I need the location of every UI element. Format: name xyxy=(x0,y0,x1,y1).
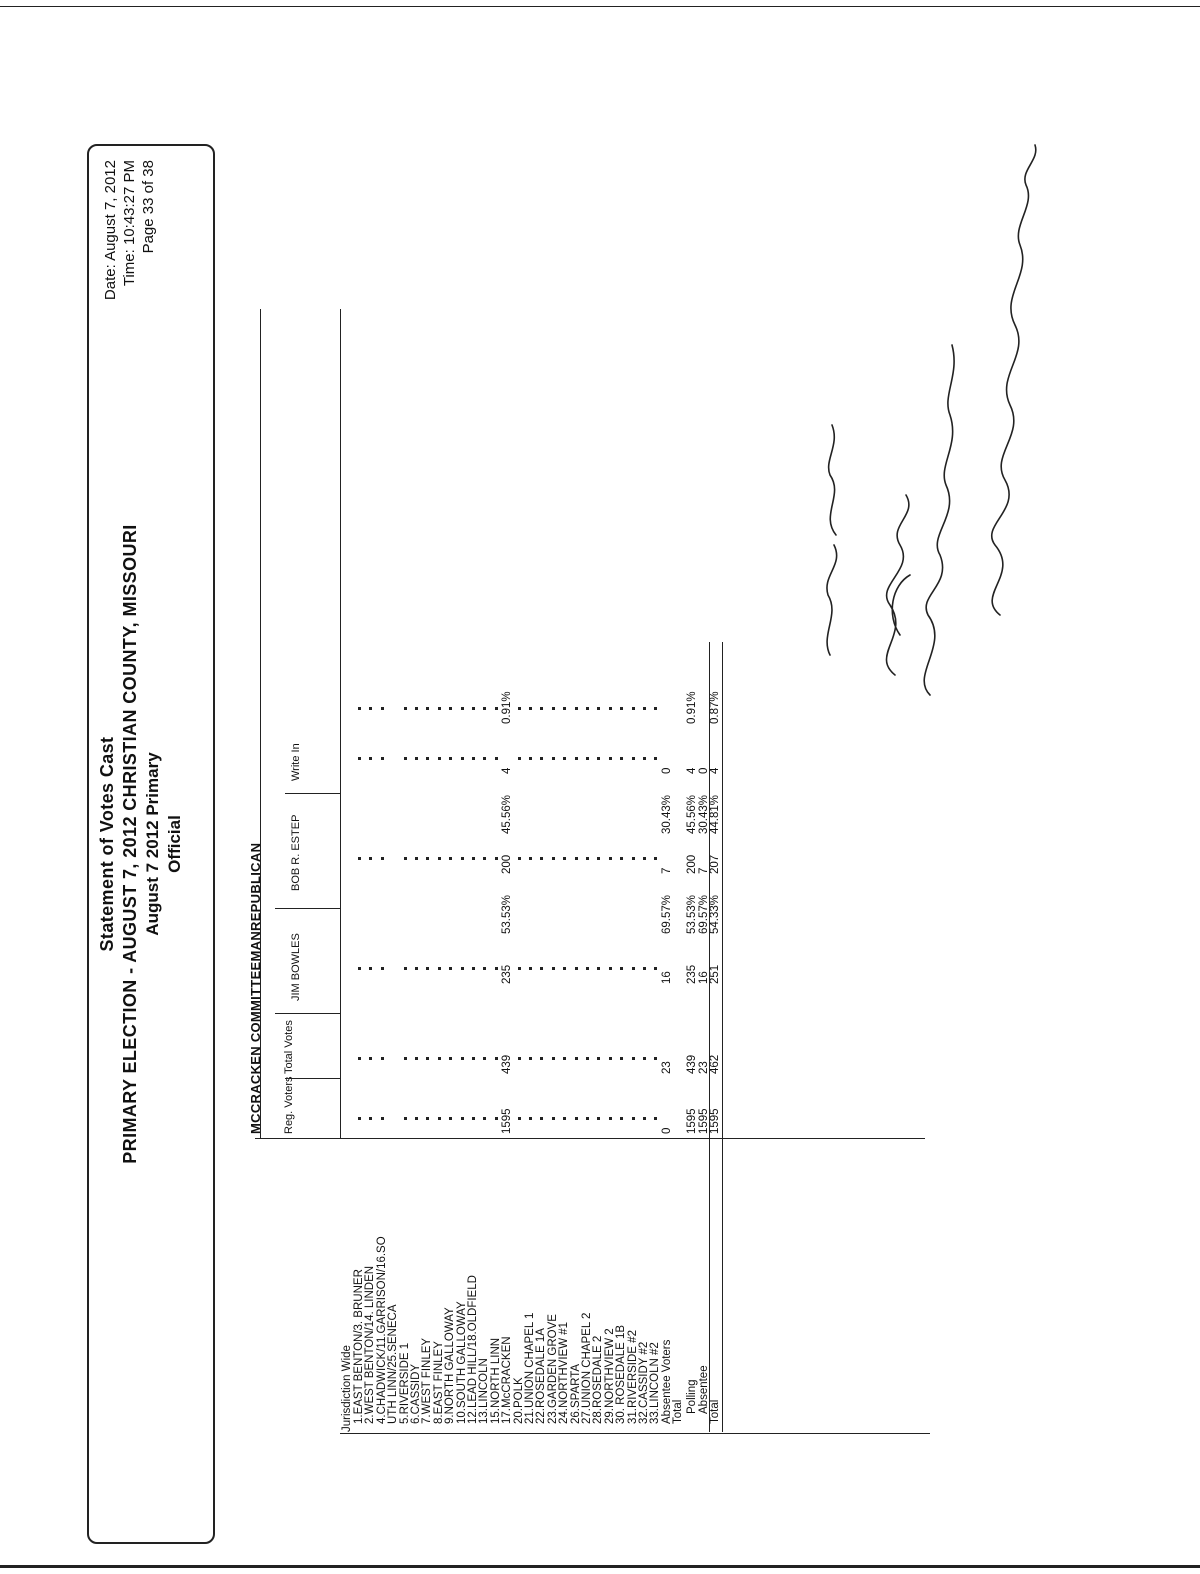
empty-cell-dot xyxy=(381,857,384,860)
precinct-name: 20.POLK xyxy=(512,1377,525,1424)
empty-cell-dot xyxy=(449,757,452,760)
header-bottom-rule xyxy=(340,309,341,1139)
empty-cell-dot xyxy=(552,1117,555,1120)
empty-cell-dot xyxy=(369,1117,372,1120)
empty-cell-dot xyxy=(597,967,600,970)
empty-cell-dot xyxy=(597,1117,600,1120)
total-cell-p3: 0.91% xyxy=(686,691,699,724)
total-cell-v3: 4 xyxy=(709,767,721,774)
empty-cell-dot xyxy=(586,857,589,860)
empty-cell-dot xyxy=(415,857,418,860)
empty-cell-dot xyxy=(529,857,532,860)
empty-cell-dot xyxy=(426,1117,429,1120)
precinct-name: 15.NORTH LINN xyxy=(489,1337,502,1424)
empty-cell-dot xyxy=(552,857,555,860)
empty-cell-dot xyxy=(654,1117,657,1120)
empty-cell-dot xyxy=(369,857,372,860)
precinct-name: 27.UNION CHAPEL 2 xyxy=(581,1312,593,1424)
total-cell-v1: 16 xyxy=(697,971,710,984)
precinct-name: 32.CASSIDY #2 xyxy=(638,1341,650,1424)
empty-cell-dot xyxy=(518,757,521,760)
total-cell-v3: 0 xyxy=(697,767,710,774)
empty-cell-dot xyxy=(632,1057,635,1060)
total-cell-p1: 54.33% xyxy=(709,894,721,934)
signature-2 xyxy=(886,495,910,675)
empty-cell-dot xyxy=(586,967,589,970)
empty-cell-dot xyxy=(438,1057,441,1060)
table-bottom-rule xyxy=(722,642,723,1432)
empty-cell-dot xyxy=(404,757,407,760)
empty-cell-dot xyxy=(586,757,589,760)
empty-cell-dot xyxy=(438,857,441,860)
total-cell-total: 23 xyxy=(697,1061,710,1074)
empty-cell-dot xyxy=(472,1057,475,1060)
empty-cell-dot xyxy=(518,857,521,860)
cell-reg: 0 xyxy=(660,1127,673,1134)
empty-cell-dot xyxy=(426,707,429,710)
cell-p1: 69.57% xyxy=(660,894,673,934)
precinct-name: Absentee Voters xyxy=(660,1339,673,1424)
empty-cell-dot xyxy=(495,857,498,860)
empty-cell-dot xyxy=(563,1057,566,1060)
report-time: Time: 10:43:27 PM xyxy=(121,160,138,287)
empty-cell-dot xyxy=(643,1117,646,1120)
empty-cell-dot xyxy=(540,1117,543,1120)
empty-cell-dot xyxy=(449,1117,452,1120)
empty-cell-dot xyxy=(540,757,543,760)
empty-cell-dot xyxy=(552,707,555,710)
total-cell-v1: 251 xyxy=(709,964,721,984)
empty-cell-dot xyxy=(369,1057,372,1060)
total-cell-reg: 1595 xyxy=(686,1108,699,1134)
precinct-name: 33.LINCOLN #2 xyxy=(649,1342,662,1424)
total-cell-p1: 53.53% xyxy=(686,894,699,934)
empty-cell-dot xyxy=(449,857,452,860)
empty-cell-dot xyxy=(563,967,566,970)
report-meta xyxy=(101,160,158,300)
total-row-name: Total xyxy=(709,1399,721,1424)
precinct-name: 5.RIVERSIDE 1 xyxy=(398,1342,411,1424)
empty-cell-dot xyxy=(575,857,578,860)
empty-cell-dot xyxy=(632,707,635,710)
empty-cell-dot xyxy=(472,967,475,970)
empty-cell-dot xyxy=(620,1057,623,1060)
empty-cell-dot xyxy=(632,1117,635,1120)
cell-v3: 4 xyxy=(501,767,514,774)
empty-cell-dot xyxy=(415,1117,418,1120)
empty-cell-dot xyxy=(495,1057,498,1060)
empty-cell-dot xyxy=(575,967,578,970)
empty-cell-dot xyxy=(552,1057,555,1060)
col-candidate-3: Write In xyxy=(290,743,302,781)
total-cell-p1: 69.57% xyxy=(697,894,710,934)
empty-cell-dot xyxy=(404,967,407,970)
empty-cell-dot xyxy=(472,1117,475,1120)
col-candidate-1: JIM BOWLES xyxy=(290,933,302,1001)
empty-cell-dot xyxy=(540,857,543,860)
signature-4 xyxy=(992,145,1036,615)
empty-cell-dot xyxy=(529,707,532,710)
empty-cell-dot xyxy=(563,757,566,760)
signature-1 xyxy=(827,425,837,655)
empty-cell-dot xyxy=(404,707,407,710)
precinct-name: 9.NORTH GALLOWAY xyxy=(444,1307,457,1424)
empty-cell-dot xyxy=(358,707,361,710)
empty-cell-dot xyxy=(483,1117,486,1120)
total-row-name: Polling xyxy=(686,1379,699,1414)
empty-cell-dot xyxy=(426,757,429,760)
empty-cell-dot xyxy=(358,1057,361,1060)
empty-cell-dot xyxy=(404,857,407,860)
empty-cell-dot xyxy=(529,1117,532,1120)
empty-cell-dot xyxy=(620,757,623,760)
empty-cell-dot xyxy=(632,857,635,860)
empty-cell-dot xyxy=(609,757,612,760)
empty-cell-dot xyxy=(654,857,657,860)
empty-cell-dot xyxy=(620,707,623,710)
empty-cell-dot xyxy=(620,1117,623,1120)
empty-cell-dot xyxy=(609,967,612,970)
empty-cell-dot xyxy=(529,967,532,970)
cell-total: 439 xyxy=(501,1054,514,1074)
table-left-rule xyxy=(255,1138,925,1139)
empty-cell-dot xyxy=(369,707,372,710)
empty-cell-dot xyxy=(597,857,600,860)
empty-cell-dot xyxy=(654,757,657,760)
empty-cell-dot xyxy=(495,757,498,760)
empty-cell-dot xyxy=(415,707,418,710)
total-cell-v3: 4 xyxy=(686,767,699,774)
total-row-name: Absentee xyxy=(697,1365,710,1414)
empty-cell-dot xyxy=(381,757,384,760)
precinct-name: 29.NORTHVIEW 2 xyxy=(603,1328,616,1424)
empty-cell-dot xyxy=(449,967,452,970)
empty-cell-dot xyxy=(438,1117,441,1120)
empty-cell-dot xyxy=(540,707,543,710)
empty-cell-dot xyxy=(575,1117,578,1120)
empty-cell-dot xyxy=(552,757,555,760)
empty-cell-dot xyxy=(654,707,657,710)
empty-cell-dot xyxy=(643,857,646,860)
empty-cell-dot xyxy=(620,857,623,860)
cell-v1: 235 xyxy=(501,964,514,984)
empty-cell-dot xyxy=(586,1117,589,1120)
precinct-name: 7.WEST FINLEY xyxy=(421,1337,434,1424)
empty-cell-dot xyxy=(483,1057,486,1060)
precinct-name: 4.CHADWICK/11.GARRISON/16.SO xyxy=(375,1236,388,1424)
signature-area xyxy=(800,115,1200,715)
col-candidate-2: BOB R. ESTEP xyxy=(290,814,302,891)
empty-cell-dot xyxy=(518,1117,521,1120)
empty-cell-dot xyxy=(643,707,646,710)
contest-bottom-rule xyxy=(260,309,261,1139)
grand-total-rule xyxy=(709,642,710,1432)
col-sep-2 xyxy=(275,1013,340,1014)
empty-cell-dot xyxy=(483,857,486,860)
empty-cell-dot xyxy=(540,1057,543,1060)
precinct-name: 1.EAST BENTON/3. BRUNER xyxy=(353,1269,365,1424)
empty-cell-dot xyxy=(415,1057,418,1060)
empty-cell-dot xyxy=(643,757,646,760)
report-date: Date: August 7, 2012 xyxy=(102,160,119,301)
precinct-name: 23.GARDEN GROVE xyxy=(546,1314,559,1424)
precinct-name: 22.ROSEDALE 1A xyxy=(535,1328,548,1424)
col-sep-4 xyxy=(285,793,340,794)
empty-cell-dot xyxy=(518,707,521,710)
empty-cell-dot xyxy=(563,857,566,860)
contest-title: MCCRACKEN COMMITTEEMANREPUBLICAN xyxy=(248,842,263,1134)
empty-cell-dot xyxy=(586,1057,589,1060)
empty-cell-dot xyxy=(609,707,612,710)
cell-p2: 45.56% xyxy=(501,794,514,834)
empty-cell-dot xyxy=(461,1117,464,1120)
total-cell-total: 439 xyxy=(686,1054,699,1074)
col-total-votes: Total Votes xyxy=(283,1020,295,1074)
empty-cell-dot xyxy=(438,757,441,760)
empty-cell-dot xyxy=(597,757,600,760)
total-header: Total xyxy=(672,1399,685,1424)
total-cell-total: 462 xyxy=(709,1054,721,1074)
empty-cell-dot xyxy=(575,1057,578,1060)
empty-cell-dot xyxy=(461,967,464,970)
precinct-name: 28.ROSEDALE 2 xyxy=(592,1335,605,1424)
empty-cell-dot xyxy=(483,967,486,970)
cell-v2: 200 xyxy=(501,854,514,874)
total-cell-p2: 30.43% xyxy=(697,794,710,834)
empty-cell-dot xyxy=(449,1057,452,1060)
total-cell-reg: 1595 xyxy=(697,1108,710,1134)
empty-cell-dot xyxy=(415,967,418,970)
empty-cell-dot xyxy=(632,967,635,970)
empty-cell-dot xyxy=(472,757,475,760)
empty-cell-dot xyxy=(461,757,464,760)
precinct-name: 17.McCRACKEN xyxy=(501,1336,514,1424)
election-title: PRIMARY ELECTION - AUGUST 7, 2012 CHRISTIAN COUNTY, MISSOURI xyxy=(120,524,140,1164)
empty-cell-dot xyxy=(483,707,486,710)
cell-total: 23 xyxy=(660,1061,673,1074)
empty-cell-dot xyxy=(518,967,521,970)
precinct-name: 6.CASSIDY xyxy=(410,1363,422,1424)
col-reg-voters: Reg. Voters xyxy=(283,1076,295,1134)
empty-cell-dot xyxy=(404,1117,407,1120)
empty-cell-dot xyxy=(426,967,429,970)
empty-cell-dot xyxy=(415,757,418,760)
empty-cell-dot xyxy=(438,707,441,710)
empty-cell-dot xyxy=(472,707,475,710)
empty-cell-dot xyxy=(358,1117,361,1120)
empty-cell-dot xyxy=(483,757,486,760)
left-frame-rule xyxy=(340,1433,930,1434)
empty-cell-dot xyxy=(461,1057,464,1060)
empty-cell-dot xyxy=(654,1057,657,1060)
empty-cell-dot xyxy=(381,707,384,710)
empty-cell-dot xyxy=(461,707,464,710)
empty-cell-dot xyxy=(495,1117,498,1120)
empty-cell-dot xyxy=(358,857,361,860)
empty-cell-dot xyxy=(426,857,429,860)
total-cell-v2: 207 xyxy=(709,854,721,874)
empty-cell-dot xyxy=(381,1057,384,1060)
empty-cell-dot xyxy=(575,707,578,710)
empty-cell-dot xyxy=(586,707,589,710)
precinct-name: 30. ROSEDALE 1B xyxy=(615,1324,628,1424)
total-cell-v2: 200 xyxy=(686,854,699,874)
cell-p2: 30.43% xyxy=(660,794,673,834)
empty-cell-dot xyxy=(609,857,612,860)
empty-cell-dot xyxy=(358,967,361,970)
official-label: Official xyxy=(165,815,184,873)
empty-cell-dot xyxy=(597,707,600,710)
empty-cell-dot xyxy=(563,1117,566,1120)
empty-cell-dot xyxy=(472,857,475,860)
precinct-name: 12.LEAD HILL/18.OLDFIELD xyxy=(467,1275,479,1424)
empty-cell-dot xyxy=(632,757,635,760)
empty-cell-dot xyxy=(609,1057,612,1060)
empty-cell-dot xyxy=(495,707,498,710)
cell-v2: 7 xyxy=(660,867,673,874)
precinct-name: 21.UNION CHAPEL 1 xyxy=(524,1312,536,1424)
total-cell-v1: 235 xyxy=(686,964,699,984)
empty-cell-dot xyxy=(438,967,441,970)
empty-cell-dot xyxy=(529,757,532,760)
empty-cell-dot xyxy=(381,967,384,970)
empty-cell-dot xyxy=(381,1117,384,1120)
empty-cell-dot xyxy=(575,757,578,760)
empty-cell-dot xyxy=(358,757,361,760)
empty-cell-dot xyxy=(529,1057,532,1060)
empty-cell-dot xyxy=(609,1117,612,1120)
report-title: Statement of Votes Cast xyxy=(97,736,117,952)
empty-cell-dot xyxy=(540,967,543,970)
election-subtitle: August 7 2012 Primary xyxy=(143,752,162,936)
empty-cell-dot xyxy=(426,1057,429,1060)
empty-cell-dot xyxy=(495,967,498,970)
cell-v1: 16 xyxy=(660,971,673,984)
empty-cell-dot xyxy=(563,707,566,710)
cell-p1: 53.53% xyxy=(501,894,514,934)
total-cell-p2: 45.56% xyxy=(686,794,699,834)
empty-cell-dot xyxy=(461,857,464,860)
empty-cell-dot xyxy=(654,967,657,970)
empty-cell-dot xyxy=(620,967,623,970)
precinct-name: 2.WEST BENTON/14. LINDEN xyxy=(364,1265,377,1424)
total-cell-p3: 0.87% xyxy=(709,691,721,724)
cell-reg: 1595 xyxy=(501,1108,514,1134)
empty-cell-dot xyxy=(643,967,646,970)
empty-cell-dot xyxy=(449,707,452,710)
precinct-name: UTH LINN/25.SENECA xyxy=(387,1304,400,1424)
total-cell-reg: 1595 xyxy=(709,1108,721,1134)
empty-cell-dot xyxy=(404,1057,407,1060)
signature-3 xyxy=(924,345,954,695)
report-header xyxy=(87,144,215,1544)
col-sep-1 xyxy=(285,1078,340,1079)
empty-cell-dot xyxy=(597,1057,600,1060)
cell-v3: 0 xyxy=(660,767,673,774)
empty-cell-dot xyxy=(369,757,372,760)
precinct-name: 31.RIVERSIDE #2 xyxy=(626,1330,639,1424)
precinct-name: 26.SPARTA xyxy=(569,1363,582,1424)
precinct-name: 8.EAST FINLEY xyxy=(432,1341,445,1424)
precinct-name: 13.LINCOLN xyxy=(478,1358,491,1424)
col-sep-3 xyxy=(275,908,340,909)
cell-p3: 0.91% xyxy=(501,691,514,724)
jurisdiction-header: Jurisdiction Wide xyxy=(341,1345,353,1432)
precinct-name: 24.NORTHVIEW #1 xyxy=(558,1321,571,1424)
empty-cell-dot xyxy=(643,1057,646,1060)
empty-cell-dot xyxy=(552,967,555,970)
empty-cell-dot xyxy=(369,967,372,970)
empty-cell-dot xyxy=(518,1057,521,1060)
precinct-name: 10.SOUTH GALLOWAY xyxy=(455,1301,468,1424)
report-page: Page 33 of 38 xyxy=(140,160,157,254)
total-cell-p2: 44.81% xyxy=(709,794,721,834)
total-cell-v2: 7 xyxy=(697,867,710,874)
